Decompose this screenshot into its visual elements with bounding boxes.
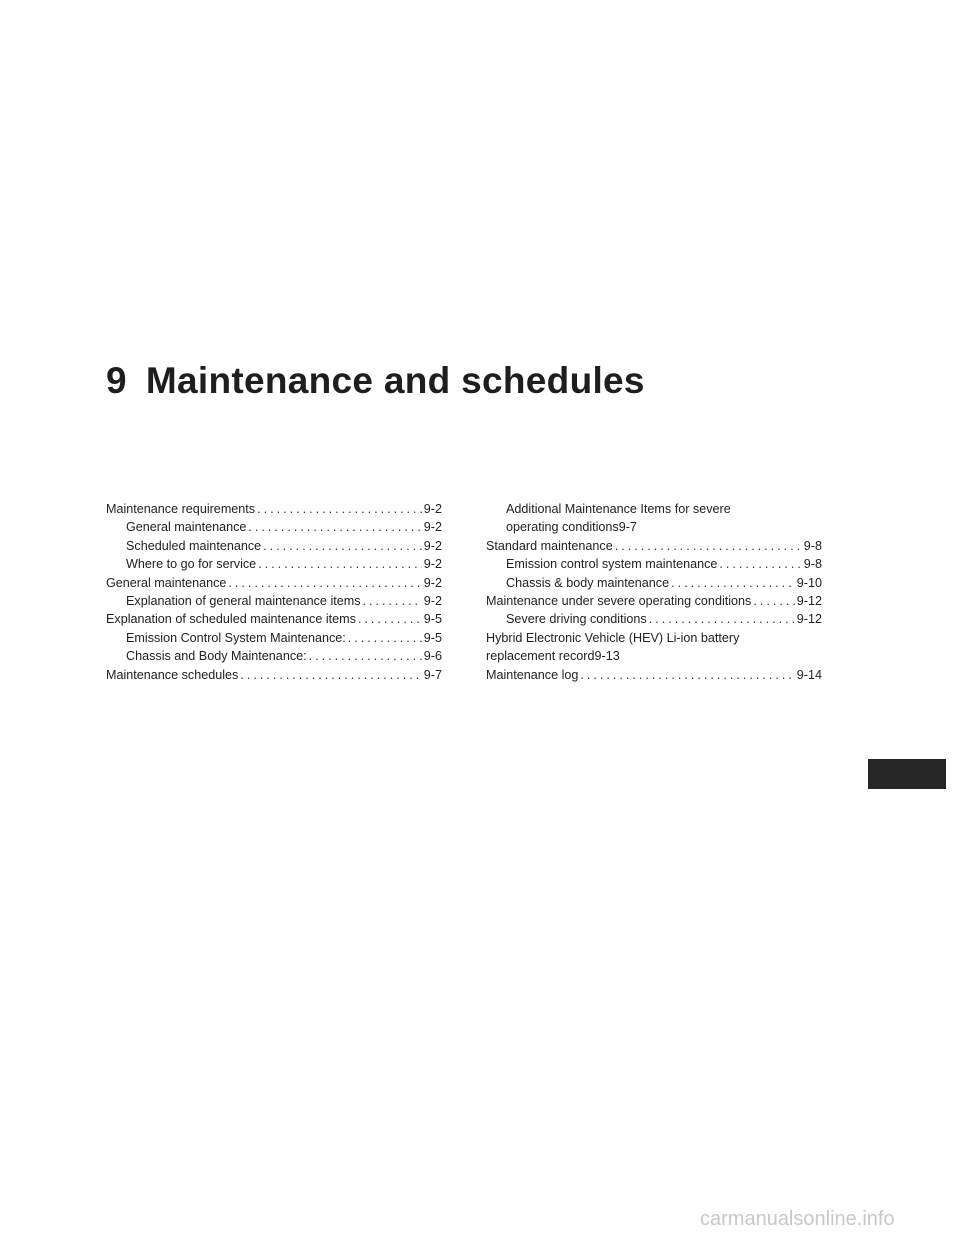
toc-entry[interactable] [106,647,442,665]
toc-entry[interactable] [106,555,442,573]
toc-entry-label: General maintenance [126,520,247,535]
dot-leader [240,666,421,684]
toc-right-column [486,500,822,684]
toc-entry-label: Scheduled maintenance [126,538,262,553]
toc-entry[interactable] [486,666,822,684]
toc-entry[interactable] [486,500,822,537]
toc-entry-page: 9-12 [796,612,822,627]
toc-entry-page: 9-12 [796,594,822,609]
toc-entry-page: 9-2 [423,520,442,535]
chapter-title [106,360,645,402]
toc-entry-label: Maintenance under severe operating conditions [486,594,752,609]
toc-entry-page: 9-2 [423,594,442,609]
dot-leader [258,555,422,573]
dot-leader [719,555,801,573]
toc-entry-label-line1: Additional Maintenance Items for severe [506,502,731,516]
toc-entry[interactable] [486,537,822,555]
toc-entry-label: operating conditions [506,520,619,535]
toc-entry-label: Chassis and Body Maintenance: [126,649,307,664]
toc-entry-label: General maintenance [106,575,227,590]
toc-entry[interactable] [486,574,822,592]
toc-entry[interactable] [106,610,442,628]
dot-leader [263,537,422,555]
toc-entry[interactable] [106,629,442,647]
toc-entry-label: Standard maintenance [486,538,613,553]
chapter-number: 9 [106,360,127,401]
toc-entry[interactable] [106,518,442,536]
dot-leader [580,666,794,684]
toc-entry-label: Where to go for service [126,557,257,572]
dot-leader [257,500,422,518]
toc-entry-label: replacement record [486,649,595,664]
dot-leader [671,574,795,592]
chapter-title-text: Maintenance and schedules [145,360,645,401]
toc-entry[interactable] [106,537,442,555]
toc-entry-label: Maintenance schedules [106,667,239,682]
toc-entry-label: Chassis & body maintenance [506,575,670,590]
toc-entry[interactable] [106,574,442,592]
toc-entry-page: 9-5 [423,630,442,645]
toc-entry[interactable] [486,592,822,610]
toc-entry-page: 9-2 [423,557,442,572]
toc-entry[interactable] [486,629,822,666]
toc-entry-label: Severe driving conditions [506,612,647,627]
toc-entry-label: Explanation of scheduled maintenance items [106,612,356,627]
dot-leader [615,537,802,555]
toc-entry-page: 9-2 [423,538,442,553]
dot-leader [363,592,422,610]
toc-entry-page: 9-10 [796,575,822,590]
toc-entry-page: 9-13 [594,649,620,664]
toc-entry-label-line1: Hybrid Electronic Vehicle (HEV) Li-ion battery [486,630,740,645]
toc-left-column [106,500,442,684]
toc-entry[interactable] [106,500,442,518]
toc-entry-page: 9-8 [803,538,822,553]
dot-leader [228,574,421,592]
toc-entry-page: 9-7 [423,667,442,682]
dot-leader [753,592,794,610]
watermark: carmanualsonline.info [700,1208,895,1230]
dot-leader [649,610,795,628]
toc-entry-label: Maintenance requirements [106,502,256,516]
dot-leader [358,610,422,628]
toc-entry-page: 9-8 [803,557,822,572]
toc-entry-page: 9-5 [423,612,442,627]
toc-entry-page: 9-7 [618,520,637,535]
toc-entry[interactable] [106,592,442,610]
dot-leader [348,629,422,647]
toc-entry[interactable] [106,666,442,684]
dot-leader [309,647,422,665]
toc-entry[interactable] [486,555,822,573]
toc-entry-label: Maintenance log [486,667,579,682]
dot-leader [248,518,421,536]
toc-entry-label: Emission Control System Maintenance: [126,630,346,645]
toc-entry-label: Emission control system maintenance [506,557,718,572]
toc-entry[interactable] [486,610,822,628]
toc-entry-page: 9-14 [796,667,822,682]
toc-entry-page: 9-2 [423,502,442,516]
toc-entry-label: Explanation of general maintenance items [126,594,361,609]
toc-entry-page: 9-2 [423,575,442,590]
chapter-edge-tab [868,759,946,789]
toc-entry-page: 9-6 [423,649,442,664]
